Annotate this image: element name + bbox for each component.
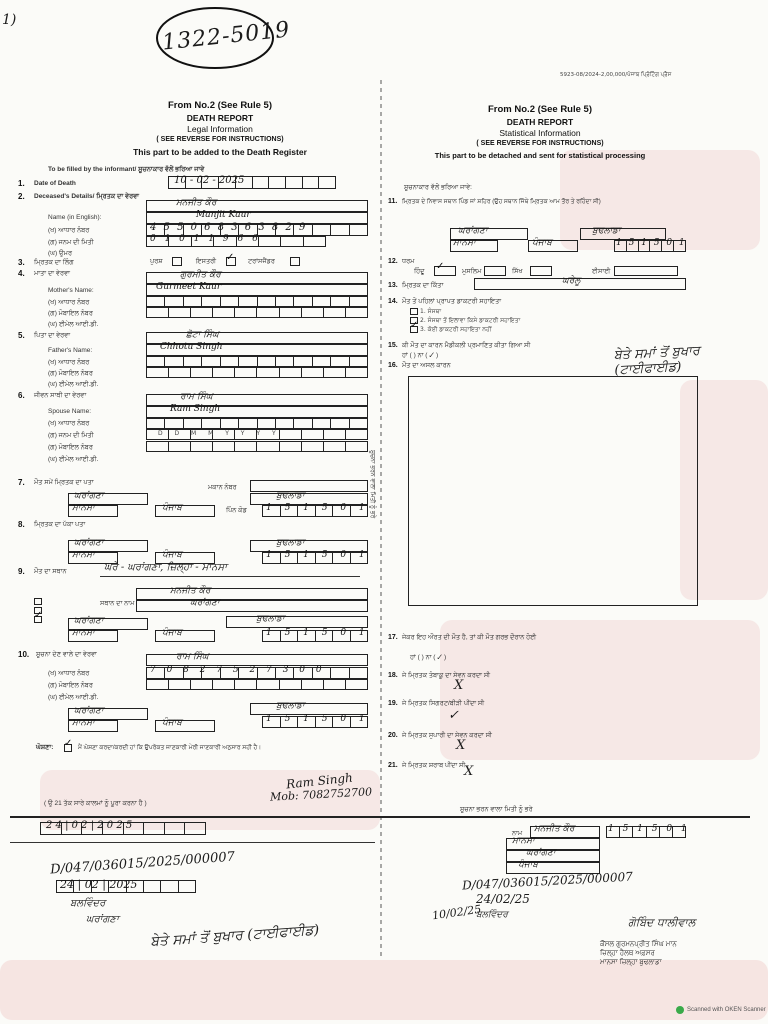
mother-label: ਮਾਤਾ ਦਾ ਵੇਰਵਾ xyxy=(34,270,70,277)
field-number: 19. xyxy=(388,700,398,707)
left-form-section: Legal Information xyxy=(187,124,253,134)
q20-label: ਜੇ ਮ੍ਰਿਤਕ ਸੁਪਾਰੀ ਦਾ ਸੇਵਨ ਕਰਦਾ ਸੀ xyxy=(402,732,492,739)
q12-option-4: ਈਸਾਈ xyxy=(592,268,611,275)
place-option-1 xyxy=(34,598,42,605)
q11-village: ਘਰਾਂਗਣਾ xyxy=(458,226,488,236)
informant-pin: 1 5 1 5 0 1 xyxy=(266,714,370,724)
q21-label: ਜੇ ਮ੍ਰਿਤਕ ਸ਼ਰਾਬ ਪੀਂਦਾ ਸੀ xyxy=(402,762,466,769)
right-sign-name: ਬਲਵਿੰਦਰ xyxy=(476,910,508,920)
q14-option-2: 2. ਸੰਸਥਾ ਤੋਂ ਇਲਾਵਾ ਕਿਸੇ ਡਾਕਟਰੀ ਸਹਾਇਤਾ xyxy=(420,317,521,324)
place-underline xyxy=(100,576,360,577)
deceased-label: Deceased's Details/ ਮ੍ਰਿਤਕ ਦਾ ਵੇਰਵਾ xyxy=(34,193,140,200)
sex-male-checkbox xyxy=(172,257,182,266)
father-name-label: Father's Name: xyxy=(48,347,93,354)
left-reg-number: D/047/036015/2025/000007 xyxy=(49,849,236,878)
field-number: 2. xyxy=(18,192,25,201)
cause-of-death-box xyxy=(408,376,698,606)
sex-label: ਮ੍ਰਿਤਕ ਦਾ ਲਿੰਗ xyxy=(34,259,74,266)
place-value: ਘਰੇ - ਘਰਾਂਗਣਾ, ਜ਼ਿਲ੍ਹਾ - ਮਾਨਸਾ xyxy=(104,562,227,573)
informant-label: ਸੂਚਨਾ ਦੇਣ ਵਾਲੇ ਦਾ ਵੇਰਵਾ xyxy=(36,651,97,658)
q12-option-2: ਮੁਸਲਿਮ xyxy=(462,268,482,275)
informant-email-label: (ਘ) ਈਮੇਲ ਆਈ.ਡੀ. xyxy=(48,694,99,701)
q16-value: ਬੇਤੇ ਸਮਾਂ ਤੋਂ ਬੁਖਾਰ (ਟਾਈਫਾਈਡ) xyxy=(613,343,701,379)
father-mobile-label: (ਗ) ਮੋਬਾਇਲ ਨੰਬਰ xyxy=(48,370,93,377)
informant-district: ਮਾਨਸਾ xyxy=(72,718,95,728)
right-district-value: ਮਾਨਸਾ xyxy=(512,836,535,846)
field-number: 9. xyxy=(18,567,25,576)
informant-name: ਰਾਮ ਸਿੰਘ xyxy=(176,652,209,662)
field-number: 4. xyxy=(18,269,25,278)
place-village: ਘਰਾਂਗਣਾ xyxy=(74,616,104,626)
right-village-value: ਘਰਾਂਗਣਾ xyxy=(526,848,556,858)
scanner-logo-icon xyxy=(676,1006,684,1014)
place-address-village: ਘਰਾਂਗਣਾ xyxy=(190,598,220,608)
q12-box-3 xyxy=(530,266,552,276)
spouse-name-label: Spouse Name: xyxy=(48,408,91,415)
scan-wash xyxy=(0,960,768,1020)
field-number: 14. xyxy=(388,298,398,305)
mother-email-label: (ਘ) ਈਮੇਲ ਆਈ.ਡੀ. xyxy=(48,321,99,328)
mother-mobile-boxes xyxy=(146,307,368,318)
spouse-mobile-label: (ਗ) ਮੋਬਾਇਲ ਨੰਬਰ xyxy=(48,444,93,451)
aadhaar-value: 4 5 5 0 6 8 3 6 3 8 2 9 xyxy=(150,222,308,233)
mother-mobile-label: (ਗ) ਮੋਬਾਇਲ ਨੰਬਰ xyxy=(48,310,93,317)
field-number: 7. xyxy=(18,478,25,487)
place-subdistrict-box xyxy=(226,616,368,628)
declaration-check: ✓ xyxy=(64,738,73,749)
father-label: ਪਿਤਾ ਦਾ ਵੇਰਵਾ xyxy=(34,332,71,339)
right-form-instructions: ( SEE REVERSE FOR INSTRUCTIONS) xyxy=(476,140,604,147)
q12-check: ✓ xyxy=(436,261,445,272)
left-form-note: This part to be added to the Death Register xyxy=(133,147,307,157)
q19-value: ✓ xyxy=(448,708,459,723)
date-of-death-label: Date of Death xyxy=(34,180,76,187)
scanner-watermark xyxy=(676,1006,766,1014)
place-address-box xyxy=(136,600,368,612)
residence-pin: 1 5 1 5 0 1 xyxy=(266,503,370,513)
informant-aadhaar: 7 0 8 2 7 5 2 7 3 0 0 xyxy=(150,665,326,675)
dob-label: (ਗ) ਜਨਮ ਦੀ ਮਿਤੀ xyxy=(48,239,94,246)
mother-aadhaar-boxes xyxy=(146,296,368,307)
q14-check: ✓ xyxy=(410,320,419,331)
mother-name-label: Mother's Name: xyxy=(48,287,94,294)
date-of-death-value: 10 - 02 - 2025 xyxy=(174,175,245,186)
tear-line xyxy=(378,80,384,960)
side-note: ਸੂਚਨਾ ਭਰਨ ਵਾਲਾ ਮਿਤੀ ਨੂੰ ਭਰੇ xyxy=(369,450,376,519)
right-reg-date: 24/02/25 xyxy=(476,892,530,906)
field-number: 13. xyxy=(388,282,398,289)
q13-value: ਘਰੇਲੂ xyxy=(562,276,581,286)
informant-village: ਘਰਾਂਗਣਾ xyxy=(74,706,104,716)
residence-subdistrict: ਬੁਢਲਾਡਾ xyxy=(276,491,305,501)
informant-mobile-boxes xyxy=(146,679,368,690)
q12-box-4 xyxy=(614,266,678,276)
permanent-state: ਪੰਜਾਬ xyxy=(162,550,182,560)
hospital-label: ਸਥਾਨ ਦਾ ਨਾਮ xyxy=(100,600,135,607)
informant-subdistrict: ਬੁਢਲਾਡਾ xyxy=(276,701,305,711)
residence-village: ਘਰਾਂਗਣਾ xyxy=(74,491,104,501)
field-number: 12. xyxy=(388,258,398,265)
field-number: 11. xyxy=(388,198,398,205)
field-number: 18. xyxy=(388,672,398,679)
right-pin-value: 1 5 1 5 0 1 xyxy=(608,824,690,834)
name-english-value: Manjit Kaur xyxy=(196,210,251,220)
field-number: 1. xyxy=(18,179,25,188)
place-label: ਮੌਤ ਦਾ ਸਥਾਨ xyxy=(34,568,67,575)
q17-label: ਜੇਕਰ ਇਹ ਔਰਤ ਦੀ ਮੌਤ ਹੈ, ਤਾਂ ਕੀ ਮੌਤ ਗਰਭ ਦੌਰਾਨ ਹੋਈ xyxy=(402,634,537,641)
q15-label: ਕੀ ਮੌਤ ਦਾ ਕਾਰਨ ਮੈਡੀਕਲੀ ਪ੍ਰਮਾਣਿਤ ਕੀਤਾ ਗਿਆ ਸੀ xyxy=(402,342,531,349)
serial-number: 1322-5019 xyxy=(161,17,292,56)
right-name-value: ਮਨਜੀਤ ਕੌਰ xyxy=(534,824,575,834)
permanent-subdistrict: ਬੁਢਲਾਡਾ xyxy=(276,538,305,548)
q18-value: X xyxy=(454,678,464,693)
father-mobile-boxes xyxy=(146,367,368,378)
residence-state: ਪੰਜਾਬ xyxy=(162,503,182,513)
permanent-pin: 1 5 1 5 0 1 xyxy=(266,550,370,560)
sex-female-check: ✓ xyxy=(226,252,235,263)
residence-label: ਮੌਤ ਸਮੇਂ ਮ੍ਰਿਤਕ ਦਾ ਪਤਾ xyxy=(34,479,94,486)
informant-mobile-label: (ਗ) ਮੋਬਾਇਲ ਨੰਬਰ xyxy=(48,682,93,689)
q12-option-3: ਸਿੱਖ xyxy=(512,268,523,275)
q18-label: ਜੇ ਮ੍ਰਿਤਕ ਤੰਬਾਕੂ ਦਾ ਸੇਵਨ ਕਰਦਾ ਸੀ xyxy=(402,672,491,679)
right-form-section: Statistical Information xyxy=(499,128,581,138)
left-form-subtitle: DEATH REPORT xyxy=(186,113,254,123)
place-option-3-check: ✓ xyxy=(34,610,43,621)
father-aadhaar-label: (ਖ) ਆਧਾਰ ਨੰਬਰ xyxy=(48,359,90,366)
spouse-dob-label: (ਗ) ਜਨਮ ਦੀ ਮਿਤੀ xyxy=(48,432,94,439)
sex-option-trans: ਟਰਾਂਸਜੈਂਡਰ xyxy=(248,258,275,265)
field-number: 3. xyxy=(18,258,25,267)
place-pin: 1 5 1 5 0 1 xyxy=(266,628,370,638)
left-remarks: ਬੇਤੇ ਸਮਾਂ ਤੋਂ ਬੁਖਾਰ (ਟਾਈਫਾਈਡ) xyxy=(149,922,320,950)
informant-state: ਪੰਜਾਬ xyxy=(162,718,182,728)
q12-option-1: ਹਿੰਦੂ xyxy=(414,268,425,275)
place-district: ਮਾਨਸਾ xyxy=(72,628,95,638)
house-label: ਮਕਾਨ ਨੰਬਰ xyxy=(208,484,237,491)
q15-value: ਹਾਂ ( ) ਨਾ ( ✓ ) xyxy=(402,352,439,359)
q11-district: ਮਾਨਸਾ xyxy=(453,238,476,248)
report-date: 2 4 | 0 2 | 2 0 2 5 xyxy=(46,820,133,831)
report-date-underline xyxy=(10,842,375,843)
right-state-value: ਪੰਜਾਬ xyxy=(518,860,538,870)
spouse-aadhaar-label: (ਖ) ਆਧਾਰ ਨੰਬਰ xyxy=(48,420,90,427)
right-form-note: This part to be detached and sent for statistical processing xyxy=(434,151,646,160)
aadhaar-label: (ਖ) ਆਧਾਰ ਨੰਬਰ xyxy=(48,227,90,234)
informant-signature: Ram Singh xyxy=(285,770,354,792)
mother-punjabi-value: ਗੁਰਮੀਤ ਕੌਰ xyxy=(180,270,221,280)
field-number: 20. xyxy=(388,732,398,739)
field-number: 5. xyxy=(18,331,25,340)
spouse-punjabi-value: ਰਾਮ ਸਿੰਘ xyxy=(180,392,213,402)
father-email-label: (ਘ) ਈਮੇਲ ਆਈ.ਡੀ. xyxy=(48,381,99,388)
age-label: (ਘ) ਉਮਰ xyxy=(48,250,72,257)
informant-aadhaar-label: (ਖ) ਆਧਾਰ ਨੰਬਰ xyxy=(48,670,90,677)
right-form-subtitle: DEATH REPORT xyxy=(506,117,574,127)
father-aadhaar-boxes xyxy=(146,356,368,367)
left-registrar-place: ਘਰਾਂਗਣਾ xyxy=(86,914,119,925)
spouse-dob-placeholder: D D M M Y Y Y Y xyxy=(158,430,281,437)
left-form-instructions: ( SEE REVERSE FOR INSTRUCTIONS) xyxy=(156,136,284,143)
field-number: 17. xyxy=(388,634,398,641)
left-form-title: From No.2 (See Rule 5) xyxy=(168,100,272,111)
permanent-district: ਮਾਨਸਾ xyxy=(72,550,95,560)
q12-box-2 xyxy=(484,266,506,276)
field-number: 21. xyxy=(388,762,398,769)
q19-label: ਜੇ ਮ੍ਰਿਤਕ ਸਿਗਰਟ/ਬੀੜੀ ਪੀਂਦਾ ਸੀ xyxy=(402,700,485,707)
field-number: 16. xyxy=(388,362,398,369)
sex-option-female: ਇਸਤਰੀ xyxy=(196,258,217,265)
mother-aadhaar-label: (ਖ) ਆਧਾਰ ਨੰਬਰ xyxy=(48,299,90,306)
pin-label: ਪਿੰਨ ਕੋਡ xyxy=(226,507,247,514)
q11-state: ਪੰਜਾਬ xyxy=(532,238,552,248)
field-number: 15. xyxy=(388,342,398,349)
right-sign-right: ਗੋਬਿੰਦ ਧਾਲੀਵਾਲ xyxy=(628,916,696,929)
right-lower-note: ਸੂਚਨਾ ਭਰਨ ਵਾਲਾ ਮਿਤੀ ਨੂੰ ਭਰੇ xyxy=(460,806,533,813)
mother-english-value: Gurmeet Kaur xyxy=(156,282,222,292)
q13-label: ਮ੍ਰਿਤਕ ਦਾ ਕਿੱਤਾ xyxy=(402,282,444,289)
place-state: ਪੰਜਾਬ xyxy=(162,628,182,638)
q11-subdistrict: ਬੁਢਲਾਡਾ xyxy=(592,226,621,236)
left-registrar-sign: ਬਲਵਿੰਦਰ xyxy=(70,898,106,909)
right-filled-by: ਸੂਚਨਾਕਾਰ ਵੱਲੋਂ ਭਰਿਆ ਜਾਵੇ: xyxy=(404,184,472,191)
spouse-label: ਜੀਵਨ ਸਾਥੀ ਦਾ ਵੇਰਵਾ xyxy=(34,392,87,399)
field-number: 10. xyxy=(18,650,30,659)
declaration-label: ਘੋਸ਼ਣਾ: xyxy=(36,744,54,751)
q11-label: ਮ੍ਰਿਤਕ ਦੇ ਨਿਵਾਸ ਸਥਾਨ ਪਿੰਡ ਜਾਂ ਸ਼ਹਿਰ (ਉਹ ਸਥਾਨ ਜਿੱਥੇ ਮ੍ਰਿਤਕ ਆਮ ਤੌਰ ਤੇ ਰਹਿੰਦਾ ਸੀ) xyxy=(402,199,601,205)
q21-value: X xyxy=(464,764,474,779)
spouse-aadhaar-boxes xyxy=(146,418,368,429)
q12-label: ਧਰਮ xyxy=(402,258,415,265)
q20-value: X xyxy=(456,738,466,753)
spouse-english-value: Ram Singh xyxy=(170,404,221,414)
declaration-text: ਮੈਂ ਘੋਸ਼ਣਾ ਕਰਦਾ/ਕਰਦੀ ਹਾਂ ਕਿ ਉਪਰੋਕਤ ਜਾਣਕਾਰੀ ਮੇਰੀ ਜਾਣਕਾਰੀ ਅਨੁਸਾਰ ਸਹੀ ਹੈ। xyxy=(78,745,262,751)
permanent-label: ਮ੍ਰਿਤਕ ਦਾ ਪੱਕਾ ਪਤਾ xyxy=(34,521,86,528)
right-reg-number: D/047/036015/2025/000007 xyxy=(461,869,634,893)
q14-box-1 xyxy=(410,308,418,315)
q11-pin: 1 5 1 5 0 1 xyxy=(616,238,687,248)
residence-district: ਮਾਨਸਾ xyxy=(72,503,95,513)
sex-trans-checkbox xyxy=(290,257,300,266)
name-punjabi-value: ਮਨਜੀਤ ਕੌਰ xyxy=(176,198,217,208)
page-number: 1) xyxy=(2,12,17,28)
spouse-mobile-boxes xyxy=(146,441,368,452)
footnote: ( ਉ 21 ਤੱਕ ਸਾਰੇ ਕਾਲਮਾਂ ਨੂੰ ਪੂਰਾ ਕਰਨਾ ਹੈ ) xyxy=(44,800,147,807)
right-form-title: From No.2 (See Rule 5) xyxy=(488,104,592,115)
dob-value: 0 1 0 1 1 9 6 6 xyxy=(150,234,261,244)
q14-label: ਮੌਤ ਤੋਂ ਪਹਿਲਾਂ ਪ੍ਰਾਪਤ ਡਾਕਟਰੀ ਸਹਾਇਤਾ xyxy=(402,298,502,305)
place-name-value: ਮਨਜੀਤ ਕੌਰ xyxy=(170,586,211,596)
father-english-value: Chhotu Singh xyxy=(160,342,223,352)
right-sign-date: 10/02/25 xyxy=(431,902,483,923)
official-stamp: ਕੌਂਸਲ ਗੁਰਮਨਪ੍ਰੀਤ ਸਿੰਘ ਮਾਨ ਜ਼ਿਲ੍ਹਾ ਹੈਲਥ ਅਫ਼ਸਰ ਮਾਨਸਾ ਜ਼ਿਲ੍ਹਾ ਬੁਢਲਾਡਾ xyxy=(600,941,677,966)
left-filled-by: To be filled by the informant/ ਸੂਚਨਾਕਾਰ ਵੱਲੋਂ ਭਰਿਆ ਜਾਵੇ xyxy=(48,166,205,173)
name-english-label: Name (in English): xyxy=(48,214,102,221)
form-code: 5923-08/2024-2,00,000/ਪੰਜਾਬ ਪ੍ਰਿੰਟਿੰਗ ਪ੍ਰੈਸ xyxy=(560,72,672,78)
scanner-text: Scanned with OKEN Scanner xyxy=(687,1007,766,1013)
q14-option-1: 1. ਸੰਸਥਾ xyxy=(420,308,442,315)
registrar-divider xyxy=(10,816,750,818)
q16-label: ਮੌਤ ਦਾ ਅਸਲ ਕਾਰਨ xyxy=(402,362,451,369)
house-box xyxy=(250,480,368,492)
informant-mobile-written: Mob: 7082752700 xyxy=(269,785,373,804)
field-number: 8. xyxy=(18,520,25,529)
field-number: 6. xyxy=(18,391,25,400)
q17-value: ਹਾਂ ( ) ਨਾ ( ✓ ) xyxy=(410,654,447,661)
place-subdistrict: ਬੁਢਲਾਡਾ xyxy=(256,614,285,624)
left-reg-date: 24 | 02 | 2025 xyxy=(60,878,138,891)
permanent-village: ਘਰਾਂਗਣਾ xyxy=(74,538,104,548)
q14-option-3: 3. ਕੋਈ ਡਾਕਟਰੀ ਸਹਾਇਤਾ ਨਹੀਂ xyxy=(420,326,492,333)
right-name-label: ਨਾਮ xyxy=(512,830,523,837)
spouse-email-label: (ਘ) ਈਮੇਲ ਆਈ.ਡੀ. xyxy=(48,456,99,463)
sex-option-male: ਪੁਰਸ਼ xyxy=(150,258,163,265)
father-punjabi-value: ਛੋਟਾ ਸਿੰਘ xyxy=(186,330,219,340)
